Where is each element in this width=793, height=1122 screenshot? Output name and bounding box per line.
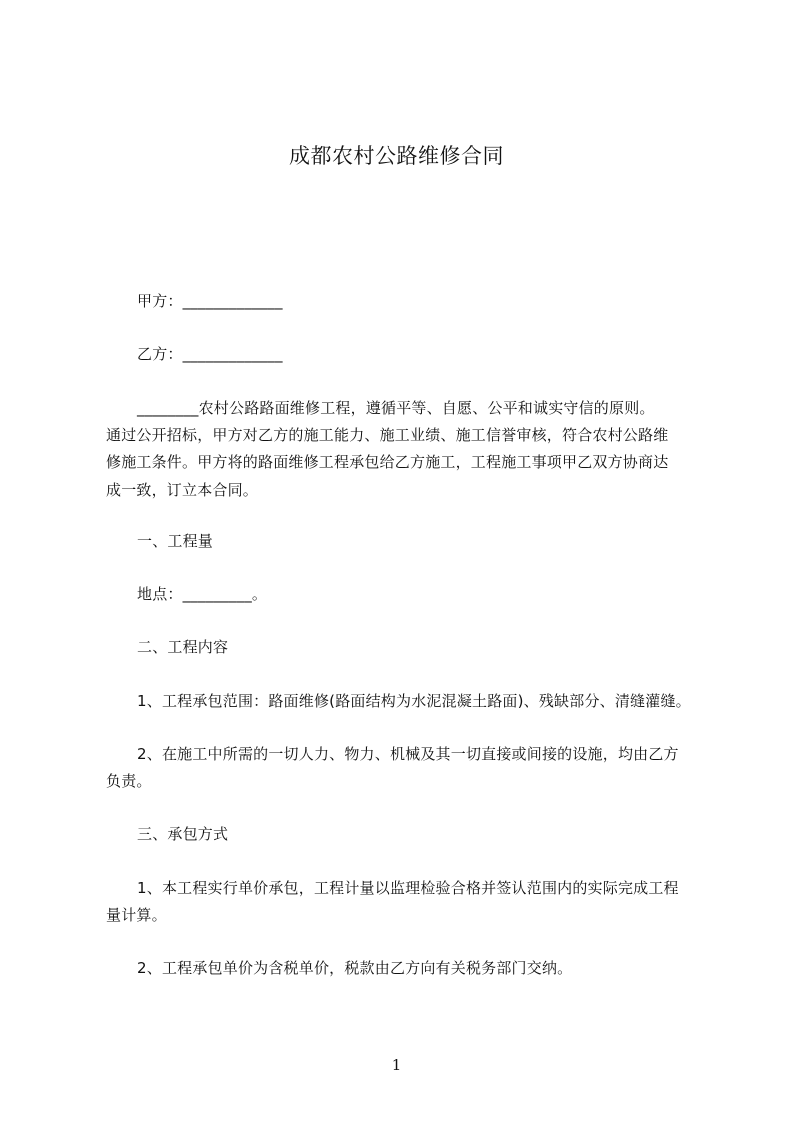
section-line: 地点：_________。	[137, 585, 268, 603]
intro-line: 通过公开招标，甲方对乙方的施工能力、施工业绩、施工信誉审核，符合农村公路维	[106, 426, 669, 444]
section-line: 2、在施工中所需的一切人力、物力、机械及其一切直接或间接的设施，均由乙方	[137, 745, 679, 763]
page-number: 1	[391, 1056, 402, 1074]
section-heading: 三、承包方式	[137, 825, 229, 843]
intro-line: 修施工条件。甲方将的路面维修工程承包给乙方施工，工程施工事项甲乙双方协商达	[106, 453, 669, 471]
section-line: 量计算。	[106, 906, 167, 924]
section-heading: 二、工程内容	[137, 638, 229, 656]
section-line: 1、工程承包范围：路面维修(路面结构为水泥混凝土路面)、残缺部分、清缝灌缝。	[137, 692, 691, 710]
party-b-line: 乙方：_____________	[137, 345, 283, 363]
intro-line: ________农村公路路面维修工程，遵循平等、自愿、公平和诚实守信的原则。	[137, 399, 655, 417]
section-line: 负责。	[106, 772, 152, 790]
section-line: 2、工程承包单价为含税单价，税款由乙方向有关税务部门交纳。	[137, 959, 573, 977]
document-title: 成都农村公路维修合同	[289, 144, 504, 168]
section-line: 1、本工程实行单价承包，工程计量以监理检验合格并签认范围内的实际完成工程	[137, 879, 679, 897]
party-a-line: 甲方：_____________	[137, 292, 283, 310]
intro-line: 成一致，订立本合同。	[106, 481, 259, 499]
section-heading: 一、工程量	[137, 532, 214, 550]
